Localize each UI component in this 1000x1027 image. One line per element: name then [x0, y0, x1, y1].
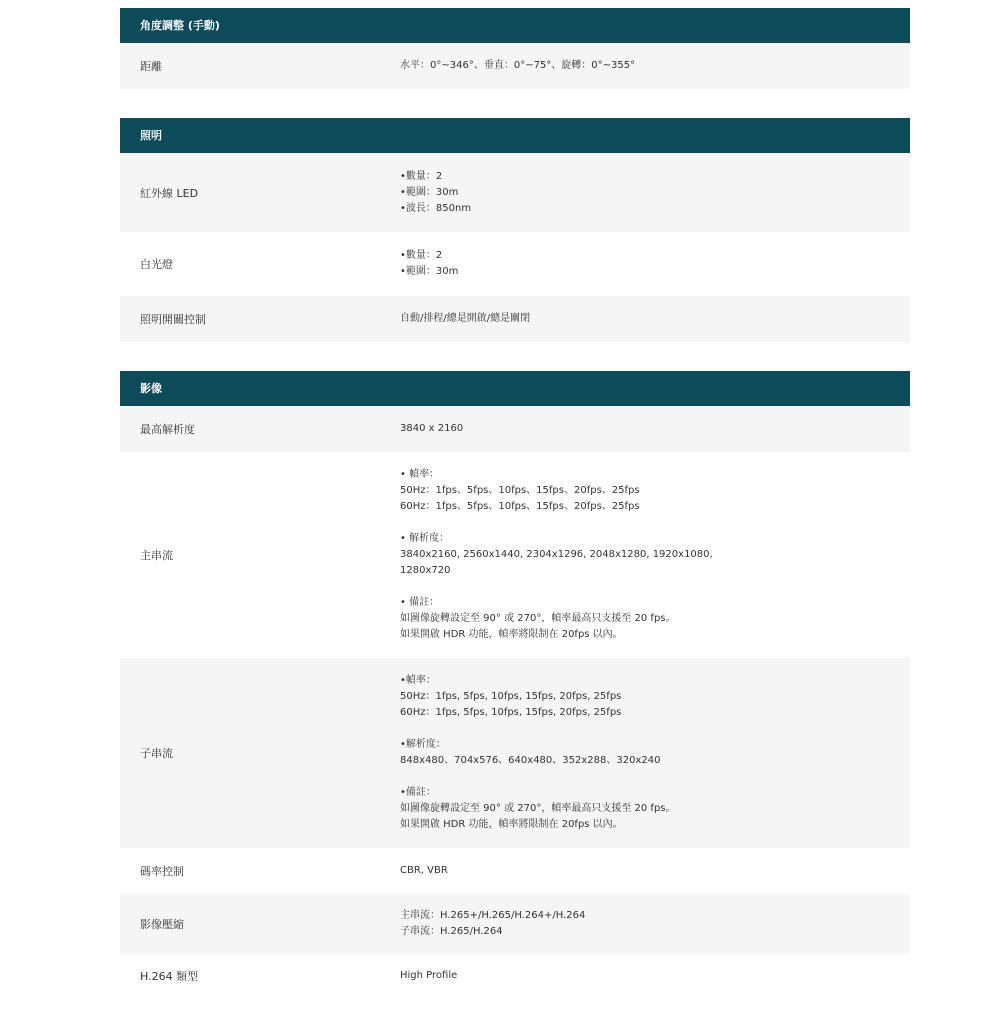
- section-header: 照明: [120, 118, 910, 153]
- spec-table: [120, 8, 910, 1027]
- spec-value: [400, 169, 910, 217]
- spec-label: 碼率控制: [140, 865, 184, 878]
- spec-value-line: 主串流：H.265+/H.265/H.264+/H.264: [400, 910, 586, 921]
- spec-value-line: •解析度：: [400, 739, 446, 750]
- spec-value-line: 60Hz：1fps、5fps、10fps、15fps、20fps、25fps: [400, 501, 640, 512]
- spec-value-line: 如圖像旋轉設定至 90° 或 270°，幀率最高只支援至 20 fps。: [400, 803, 676, 814]
- spec-value-line: [400, 579, 910, 595]
- spec-row: [120, 296, 910, 342]
- section-header: 角度調整 (手動): [120, 8, 910, 43]
- spec-value-line: •數量：2: [400, 250, 443, 261]
- spec-value-line: •波長：850nm: [400, 202, 472, 214]
- spec-value: [400, 58, 910, 74]
- spec-value-line: [400, 769, 910, 785]
- spec-row: [120, 153, 910, 232]
- spec-value-line: 如圖像旋轉設定至 90° 或 270°，幀率最高只支援至 20 fps。: [400, 613, 676, 624]
- spec-label: 子串流: [140, 747, 173, 760]
- spec-value-line: 1280x720: [400, 565, 451, 576]
- spec-value-line: 50Hz：1fps、5fps、10fps、15fps、20fps、25fps: [400, 485, 640, 496]
- spec-value-line: 如果開啟 HDR 功能，幀率將限制在 20fps 以內。: [400, 629, 623, 640]
- spec-section: [120, 371, 910, 998]
- spec-value-line: 水平：0°~346°、垂直：0°~75°、旋轉：0°~355°: [400, 60, 636, 71]
- spec-value-line: • 備註：: [400, 597, 440, 608]
- spec-value: [400, 311, 910, 327]
- spec-value-line: •幀率：: [400, 675, 436, 686]
- spec-label: H.264 類型: [140, 970, 199, 983]
- spec-value: [400, 908, 910, 940]
- spec-value: [400, 421, 910, 437]
- spec-value-line: 如果開啟 HDR 功能，幀率將限制在 20fps 以內。: [400, 819, 623, 830]
- spec-label: 主串流: [140, 549, 173, 562]
- spec-value: [400, 968, 910, 984]
- section-header: 影像: [120, 371, 910, 406]
- spec-value-line: [400, 515, 910, 531]
- spec-row: [120, 43, 910, 89]
- spec-row: [120, 894, 910, 954]
- spec-row: [120, 848, 910, 894]
- spec-row: [120, 406, 910, 452]
- spec-row: [120, 954, 910, 998]
- spec-value: [400, 673, 910, 833]
- spec-value-line: •備註：: [400, 787, 436, 798]
- spec-value-line: 60Hz：1fps, 5fps, 10fps, 15fps, 20fps, 25fps: [400, 707, 622, 718]
- spec-label: 紅外線 LED: [140, 186, 199, 200]
- spec-value-line: •數量：2: [400, 170, 443, 182]
- spec-row: [120, 658, 910, 848]
- spec-section: [120, 8, 910, 89]
- spec-label: 距離: [140, 60, 162, 73]
- spec-value-line: High Profile: [400, 970, 458, 981]
- spec-value-line: 自動/排程/總是開啟/總是關閉: [400, 313, 531, 324]
- spec-value-line: • 解析度：: [400, 533, 450, 544]
- spec-value-line: 50Hz：1fps, 5fps, 10fps, 15fps, 20fps, 25fps: [400, 691, 622, 702]
- spec-value: [400, 467, 910, 643]
- spec-label: 白光燈: [140, 258, 173, 271]
- spec-value-line: [400, 721, 910, 737]
- spec-value-line: 3840 x 2160: [400, 423, 464, 434]
- spec-row: [120, 452, 910, 658]
- spec-value: [400, 248, 910, 280]
- spec-label: 影像壓縮: [140, 918, 184, 931]
- spec-value-line: •範圍：30m: [400, 266, 459, 277]
- spec-row: [120, 232, 910, 296]
- spec-value: [400, 863, 910, 879]
- spec-section: [120, 118, 910, 342]
- spec-label: 最高解析度: [140, 423, 195, 436]
- spec-value-line: 848x480、704x576、640x480、352x288、320x240: [400, 755, 661, 766]
- spec-value-line: 子串流：H.265/H.264: [400, 926, 503, 937]
- spec-value-line: CBR, VBR: [400, 865, 448, 876]
- spec-value-line: 3840x2160, 2560x1440, 2304x1296, 2048x1280, 1920x1080,: [400, 549, 713, 560]
- spec-label: 照明開關控制: [140, 313, 206, 326]
- spec-value-line: • 幀率：: [400, 469, 440, 480]
- spec-value-line: •範圍：30m: [400, 186, 459, 198]
